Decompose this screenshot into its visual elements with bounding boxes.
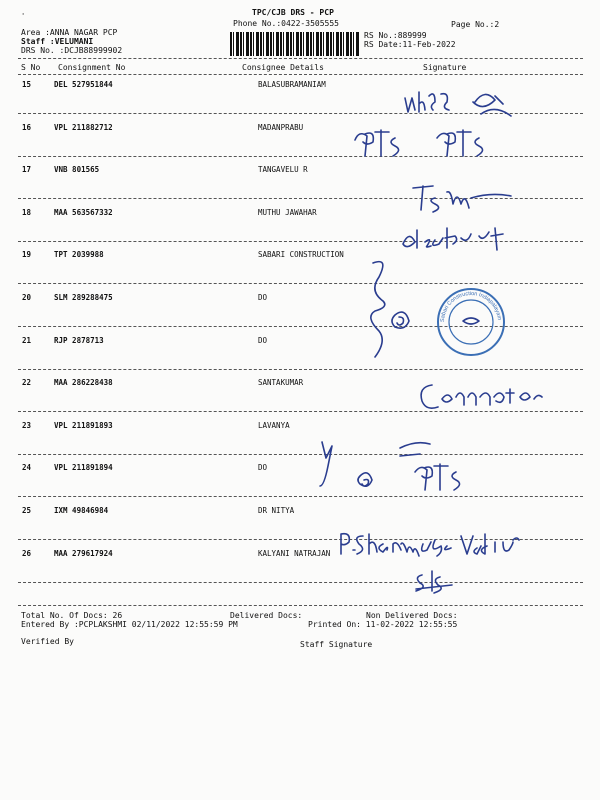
row-consignee: DR NITYA	[258, 506, 295, 515]
verified-by: Verified By	[21, 637, 74, 646]
col-consignee: Consignee Details	[242, 63, 324, 72]
total-docs: Total No. Of Docs: 26	[21, 611, 123, 620]
row-consignee: MUTHU JAWAHAR	[258, 207, 317, 217]
divider	[18, 74, 583, 75]
row-consignment-no: DEL 527951844	[54, 80, 113, 89]
row-consignment-no: VPL 211891894	[54, 463, 113, 473]
row-consignee: LAVANYA	[258, 420, 290, 430]
non-delivered-docs: Non Delivered Docs:	[366, 611, 458, 620]
rs-number: RS No.:889999	[364, 31, 427, 40]
divider	[18, 58, 583, 59]
signature-row-16	[345, 120, 505, 165]
row-divider	[18, 369, 583, 370]
row-sno: 23	[22, 420, 32, 430]
divider	[18, 605, 583, 606]
phone-number: Phone No.:0422-3505555	[233, 19, 339, 28]
row-consignee: SABARI CONSTRUCTION	[258, 250, 344, 260]
signature-row-17	[405, 178, 535, 216]
delivered-docs: Delivered Docs:	[230, 611, 303, 620]
col-sno: S No	[21, 63, 41, 72]
row-consignee: KALYANI NATRAJAN	[258, 548, 331, 558]
row-consignment-no: VPL 211882712	[54, 122, 113, 132]
row-sno: 24	[22, 463, 32, 473]
row-consignee: MADANPRABU	[258, 122, 304, 132]
row-consignment-no: MAA 286228438	[54, 378, 113, 388]
row-divider	[18, 582, 583, 583]
rs-date: RS Date:11-Feb-2022	[364, 40, 456, 49]
printed-on: Printed On: 11-02-2022 12:55:55	[308, 620, 458, 629]
row-consignment-no: RJP 2878713	[54, 335, 104, 345]
signature-row-23-24	[300, 432, 480, 504]
signature-row-22	[412, 377, 562, 417]
row-sno: 25	[22, 506, 32, 515]
row-consignee: DO	[258, 293, 268, 302]
row-sno: 16	[22, 122, 32, 132]
row-consignee: DO	[258, 335, 268, 345]
staff-signature-label: Staff Signature	[300, 640, 373, 649]
row-consignee: BALASUBRAMANIAM	[258, 80, 326, 89]
row-sno: 17	[22, 165, 32, 175]
row-divider	[18, 283, 583, 284]
row-consignment-no: IXM 49846984	[54, 506, 109, 515]
row-sno: 18	[22, 207, 32, 217]
signature-row-18	[395, 222, 535, 256]
signature-row-26	[410, 567, 470, 597]
col-consignment: Consignment No	[58, 63, 126, 72]
row-sno: 19	[22, 250, 32, 260]
area-label: Area :ANNA NAGAR PCP	[21, 28, 118, 37]
drs-number: DRS No. :DCJB88999902	[21, 46, 123, 55]
row-sno: 21	[22, 335, 32, 345]
signature-row-19-21	[355, 255, 425, 375]
row-consignment-no: SLM 289288475	[54, 293, 113, 302]
row-sno: 15	[22, 80, 32, 89]
report-title: TPC/CJB DRS - PCP	[252, 8, 334, 17]
row-sno: 20	[22, 293, 32, 302]
row-consignee: TANGAVELU R	[258, 165, 308, 175]
row-consignee: DO	[258, 463, 268, 473]
staff-label: Staff :VELUMANI	[21, 37, 94, 46]
corner-mark: '	[21, 12, 26, 20]
row-consignment-no: VPL 211891893	[54, 420, 113, 430]
page-number: Page No.:2	[451, 20, 500, 29]
entered-by: Entered By :PCPLAKSHMI 02/11/2022 12:55:59 PM	[21, 620, 238, 629]
row-consignment-no: MAA 563567332	[54, 207, 113, 217]
stamp-text: Sabari Construction Indiapalayam	[439, 290, 503, 323]
row-consignment-no: TPT 2039988	[54, 250, 104, 260]
barcode	[230, 32, 360, 56]
row-consignment-no: MAA 279617924	[54, 548, 113, 558]
col-signature: Signature	[423, 63, 467, 72]
row-sno: 22	[22, 378, 32, 388]
company-stamp	[436, 287, 506, 357]
row-consignment-no: VNB 801565	[54, 165, 100, 175]
row-sno: 26	[22, 548, 32, 558]
signature-row-25	[335, 526, 525, 562]
row-consignee: SANTAKUMAR	[258, 378, 304, 388]
